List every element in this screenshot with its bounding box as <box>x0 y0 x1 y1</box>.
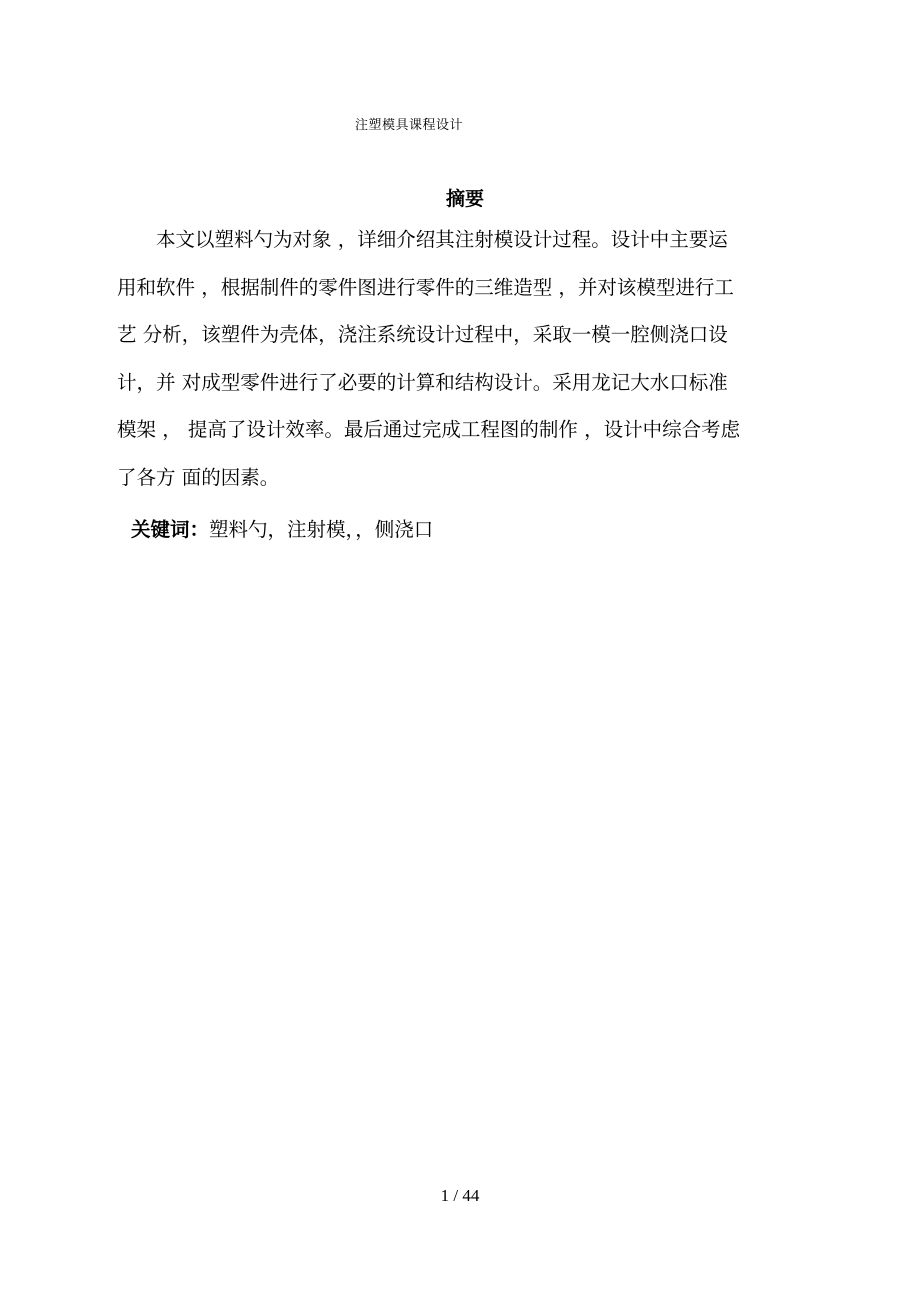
keywords-label: 关键词： <box>131 518 210 541</box>
running-header-title: 注塑模具课程设计 <box>355 118 464 133</box>
keywords-value: 塑料勺，注射模，，侧浇口 <box>209 518 434 541</box>
keywords-line <box>131 512 433 548</box>
abstract-line: 了各方 面的因素。 <box>117 465 280 489</box>
abstract-heading: 摘要 <box>445 188 484 210</box>
page-number: 1 / 44 <box>440 1186 480 1205</box>
abstract-line: 本文以塑料勺为对象 ，详细介绍其注射模设计过程。设计中主要运 <box>156 228 728 251</box>
abstract-line: 模架 ， 提高了设计效率。最后通过完成工程图的制作 ，设计中综合考虑 <box>117 418 741 441</box>
abstract-line: 艺 分析，该塑件为壳体，浇注系统设计过程中，采取一模一腔侧浇口设 <box>117 323 728 346</box>
abstract-line: 计，并 对成型零件进行了必要的计算和结构设计。采用龙记大水口标准 <box>117 370 728 394</box>
abstract-body <box>117 222 807 507</box>
abstract-line: 用和软件 ，根据制件的零件图进行零件的三维造型 ，并对该模型进行工 <box>117 275 734 299</box>
